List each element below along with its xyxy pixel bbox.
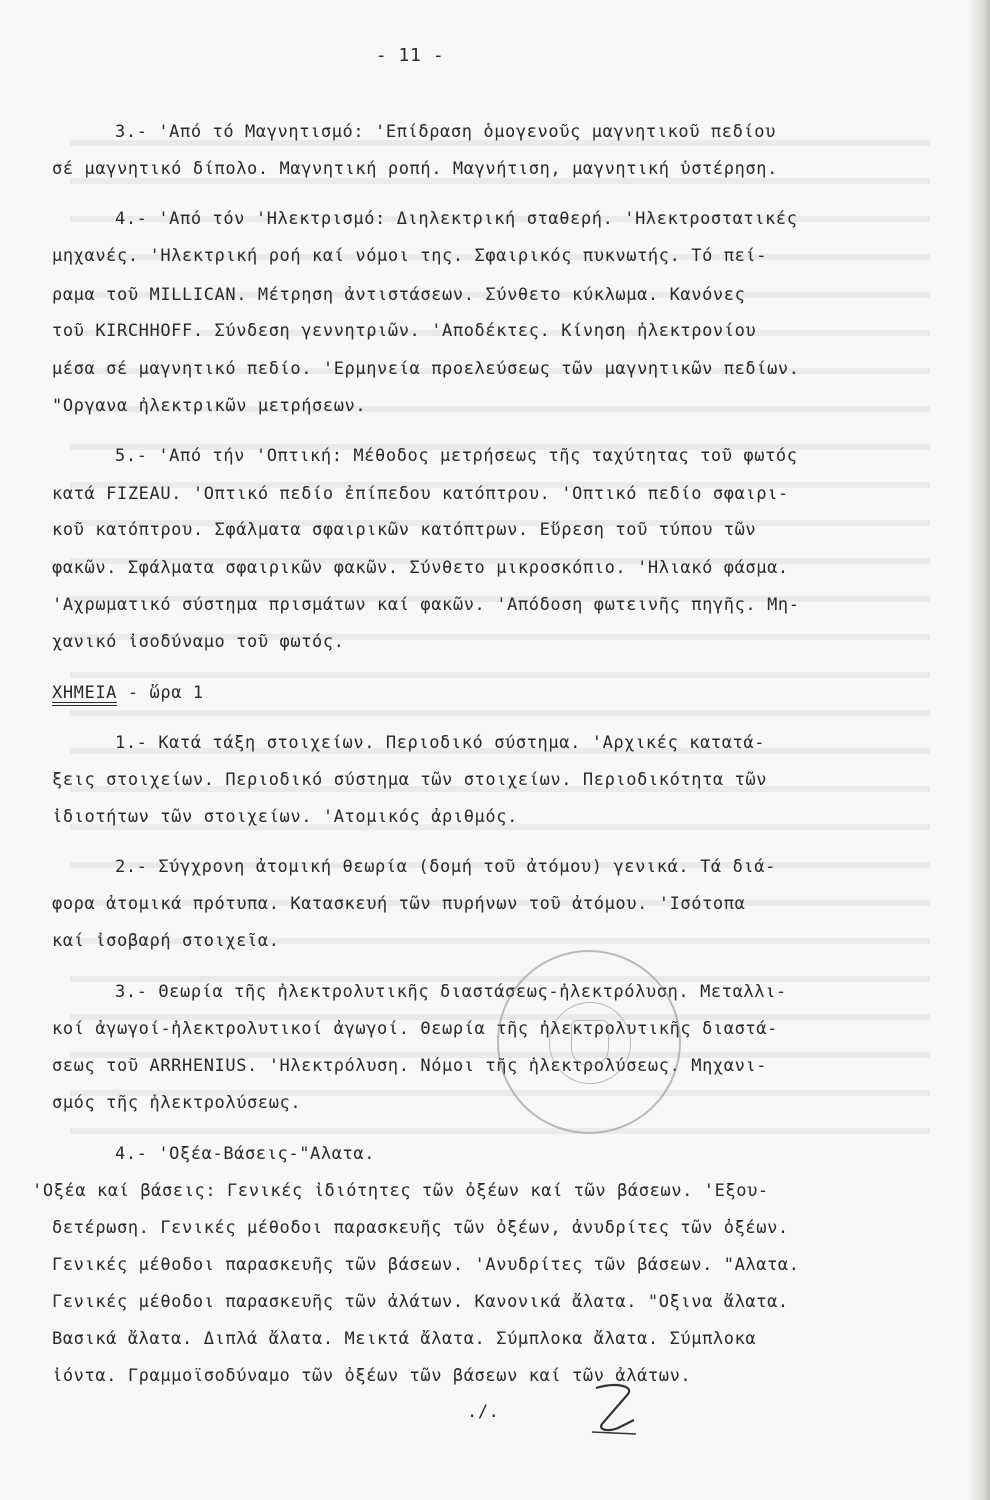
section-hours: - ὥρα 1 <box>127 683 204 703</box>
text-line: ἰδιοτήτων τῶν στοιχείων. 'Ατομικός ἀριθμός. <box>52 807 518 827</box>
text-line: 'Αχρωματικό σύστημα πρισμάτων καί φακῶν. 'Απόδοση φωτεινῆς πηγῆς. Μη- <box>52 595 800 615</box>
text-line: μέσα σέ μαγνητικό πεδίο. 'Ερμηνεία προελεύσεως τῶν μαγνητικῶν πεδίων. <box>52 359 800 379</box>
section-title: ΧΗΜΕΙΑ <box>52 683 118 703</box>
text-line: ἰόντα. Γραμμοϊσοδύναμο τῶν ὀξέων τῶν βάσεων καί τῶν ἀλάτων. <box>52 1366 692 1386</box>
text-line: κοί ἀγωγοί-ἠλεκτρολυτικοί ἀγωγοί. Θεωρία τῆς ἠλεκτρολυτικῆς διαστά- <box>52 1019 778 1039</box>
text-line: Γενικές μέθοδοι παρασκευῆς τῶν ἀλάτων. Κανονικά ἄλατα. "Οξινα ἄλατα. <box>52 1292 789 1312</box>
text-line: 3.- 'Από τό Μαγνητισμό: 'Επίδραση ὁμογενοῦς μαγνητικοῦ πεδίου <box>115 122 776 142</box>
stamp-emblem-icon <box>571 1020 609 1066</box>
text-line: 'Οξέα καί βάσεις: Γενικές ἰδιότητες τῶν ὀξέων καί τῶν βάσεων. 'Εξου- <box>32 1181 769 1201</box>
text-line: χανικό ἰσοδύναμο τοῦ φωτός. <box>52 632 345 652</box>
text-line: "Οργανα ἠλεκτρικῶν μετρήσεων. <box>52 396 367 416</box>
text-line: καί ἰσοβαρή στοιχεῖα. <box>52 931 280 951</box>
official-stamp <box>497 950 681 1134</box>
text-line: φακῶν. Σφάλματα σφαιρικῶν φακῶν. Σύνθετο μικροσκόπιο. 'Ηλιακό φάσμα. <box>52 558 789 578</box>
text-line: 5.- 'Από τήν 'Οπτική: Μέθοδος μετρήσεως τῆς ταχύτητας τοῦ φωτός <box>115 446 798 466</box>
text-line: 1.- Κατά τάξη στοιχείων. Περιοδικό σύστημα. 'Αρχικές κατατά- <box>115 733 766 753</box>
text-line: Γενικές μέθοδοι παρασκευῆς τῶν βάσεων. 'Ανυδρίτες τῶν βάσεων. "Αλατα. <box>52 1255 800 1275</box>
continuation-mark: ./. <box>467 1402 500 1422</box>
text-line: ξεις στοιχείων. Περιοδικό σύστημα τῶν στοιχείων. Περιοδικότητα τῶν <box>52 770 768 790</box>
text-line: ραμα τοῦ MILLICAN. Μέτρηση ἀντιστάσεων. Σύνθετο κύκλωμα. Κανόνες <box>52 285 746 305</box>
page-number: - 11 - <box>375 45 445 66</box>
text-line: δετέρωση. Γενικές μέθοδοι παρασκευῆς τῶν ὀξέων, ἀνυδρίτες τῶν ὀξέων. <box>52 1218 789 1238</box>
text-line: Βασικά ἄλατα. Διπλά ἄλατα. Μεικτά ἄλατα. Σύμπλοκα ἄλατα. Σύμπλοκα <box>52 1329 757 1349</box>
text-line: σμός τῆς ἠλεκτρολύσεως. <box>52 1093 302 1113</box>
section-heading <box>52 681 932 705</box>
text-line: μηχανές. 'Ηλεκτρική ροή καί νόμοι της. Σφαιρικός πυκνωτής. Τό πεί- <box>52 246 768 266</box>
text-line: σεως τοῦ ARRHENIUS. 'Ηλεκτρόλυση. Νόμοι τῆς ἠλεκτρολύσεως. Μηχανι- <box>52 1056 768 1076</box>
text-line: φορα ἀτομικά πρότυπα. Κατασκευή τῶν πυρήνων τοῦ ἀτόμου. 'Ισότοπα <box>52 894 746 914</box>
text-line: 2.- Σύγχρονη ἀτομική θεωρία (δομή τοῦ ἀτόμου) γενικά. Τά διά- <box>115 857 776 877</box>
signature-icon <box>588 1380 640 1440</box>
text-line: 3.- Θεωρία τῆς ἠλεκτρολυτικῆς διαστάσεως-ἠλεκτρόλυση. Μεταλλι- <box>115 982 787 1002</box>
text-line: 4.- 'Οξέα-Βάσεις-"Αλατα. <box>115 1144 376 1164</box>
text-line: κατά FIZEAU. 'Οπτικό πεδίο ἐπίπεδου κατόπτρου. 'Οπτικό πεδίο σφαιρι- <box>52 484 789 504</box>
text-line: τοῦ KIRCHHOFF. Σύνδεση γεννητριῶν. 'Αποδέκτες. Κίνηση ἠλεκτρονίου <box>52 321 757 341</box>
text-line: κοῦ κατόπτρου. Σφάλματα σφαιρικῶν κατόπτρων. Εὕρεση τοῦ τύπου τῶν <box>52 520 757 540</box>
text-line: σέ μαγνητικό δίπολο. Μαγνητική ροπή. Μαγνήτιση, μαγνητική ὑστέρηση. <box>52 159 778 179</box>
text-line: 4.- 'Από τόν 'Ηλεκτρισμό: Διηλεκτρική σταθερή. 'Ηλεκτροστατικές <box>115 209 798 229</box>
